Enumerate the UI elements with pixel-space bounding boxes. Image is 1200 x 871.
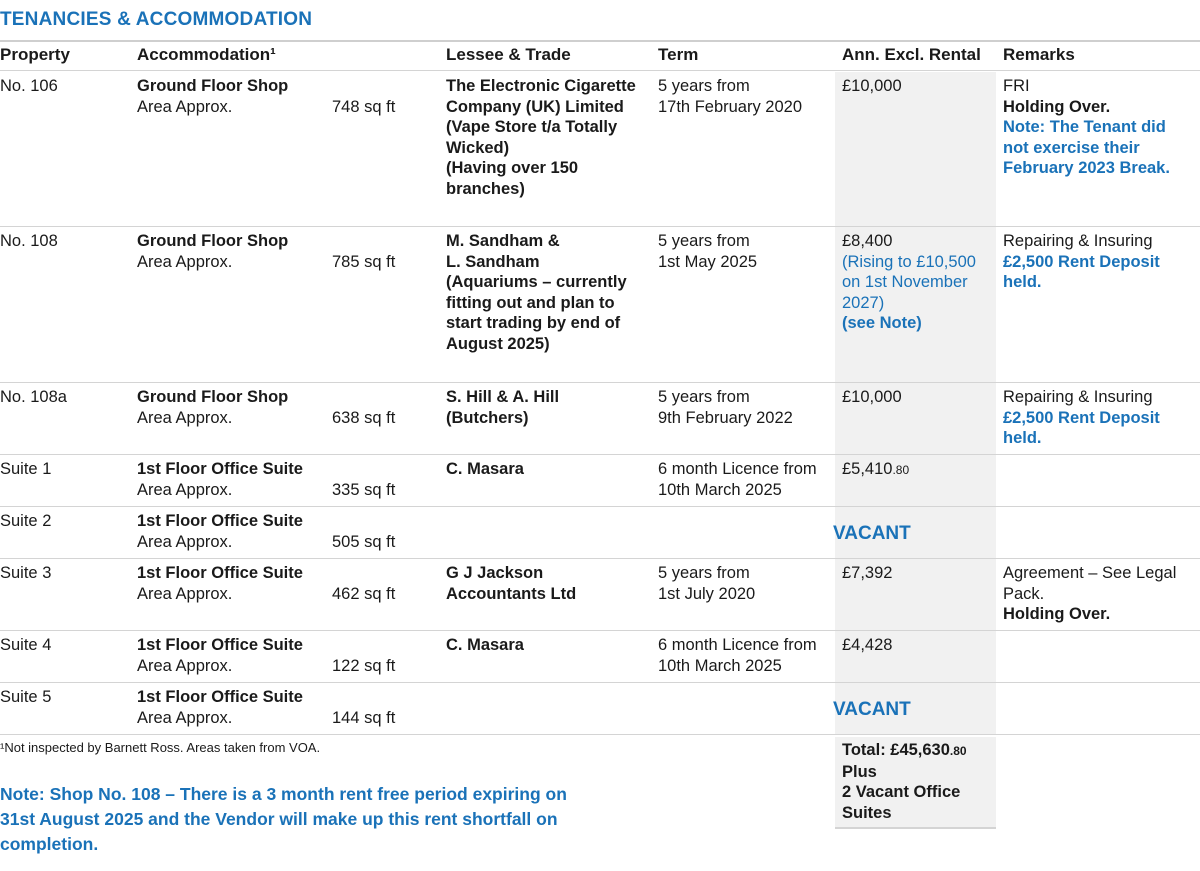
- property-cell: No. 108: [0, 232, 58, 250]
- rent-cell: £10,000: [842, 388, 902, 406]
- row-rule: [0, 734, 1200, 735]
- remarks-cell: Repairing & Insuring £2,500 Rent Deposit held.: [1003, 232, 1160, 292]
- property-cell: No. 108a: [0, 388, 67, 406]
- property-cell: Suite 5: [0, 688, 52, 706]
- remarks-cell: Repairing & Insuring £2,500 Rent Deposit held.: [1003, 388, 1160, 448]
- area-cell: 638 sq ft: [332, 408, 396, 427]
- header-remarks: Remarks: [1003, 45, 1075, 64]
- row-rule: [0, 558, 1200, 559]
- header-rental: Ann. Excl. Rental: [842, 45, 981, 64]
- lessee-cell: G J Jackson Accountants Ltd: [446, 564, 577, 603]
- property-cell: Suite 4: [0, 636, 52, 654]
- row-rule: [0, 226, 1200, 227]
- row-rule: [0, 682, 1200, 683]
- term-cell: 5 years from 1st July 2020: [658, 564, 756, 603]
- accommodation-cell: 1st Floor Office Suite Area Approx.: [137, 564, 303, 603]
- page-title: TENANCIES & ACCOMMODATION: [0, 9, 313, 30]
- header-property: Property: [0, 45, 70, 64]
- lessee-cell: M. Sandham & L. Sandham (Aquariums – currently fitting out and plan to start trading by end of August 2025): [446, 232, 627, 353]
- accommodation-cell: Ground Floor Shop Area Approx.: [137, 77, 289, 116]
- property-cell: Suite 1: [0, 460, 52, 478]
- remarks-cell: FRI Holding Over. Note: The Tenant did not exercise their February 2023 Break.: [1003, 77, 1170, 178]
- header-rule: [0, 70, 1200, 71]
- total-rule: [835, 827, 996, 829]
- remarks-cell: Agreement – See Legal Pack. Holding Over.: [1003, 564, 1177, 624]
- rent-free-note: Note: Shop No. 108 – There is a 3 month rent free period expiring on 31st August 2025 and the Vendor will make up this rent shortfall on completion.: [0, 784, 567, 854]
- row-rule: [0, 630, 1200, 631]
- rent-cell: £5,410.80: [842, 460, 910, 478]
- rent-cell: £4,428: [842, 636, 893, 654]
- term-cell: 6 month Licence from 10th March 2025: [658, 460, 817, 499]
- row-rule: [0, 454, 1200, 455]
- area-cell: 462 sq ft: [332, 584, 396, 603]
- rent-cell: £7,392: [842, 564, 893, 582]
- property-cell: No. 106: [0, 77, 58, 95]
- accommodation-cell: Ground Floor Shop Area Approx.: [137, 388, 289, 427]
- term-cell: 5 years from 1st May 2025: [658, 232, 758, 271]
- area-cell: 505 sq ft: [332, 532, 396, 551]
- accommodation-cell: 1st Floor Office Suite Area Approx.: [137, 688, 303, 727]
- property-cell: Suite 3: [0, 564, 52, 582]
- row-rule: [0, 506, 1200, 507]
- rent-cell: £10,000: [842, 77, 902, 95]
- lessee-cell: C. Masara: [446, 460, 524, 478]
- area-cell: 122 sq ft: [332, 656, 396, 675]
- header-term: Term: [658, 45, 699, 64]
- accommodation-cell: 1st Floor Office Suite Area Approx.: [137, 636, 303, 675]
- lessee-cell: S. Hill & A. Hill (Butchers): [446, 388, 560, 427]
- total-rental: Total: £45,630.80 Plus 2 Vacant Office Suites: [842, 741, 967, 822]
- vacant-label: VACANT: [833, 699, 911, 720]
- footnote: ¹Not inspected by Barnett Ross. Areas taken from VOA.: [0, 740, 321, 755]
- header-accommodation: Accommodation¹: [137, 45, 276, 64]
- rent-cell: £8,400 (Rising to £10,500 on 1st November 2027) (see Note): [842, 232, 976, 333]
- vacant-label: VACANT: [833, 523, 911, 544]
- area-cell: 144 sq ft: [332, 708, 396, 727]
- term-cell: 6 month Licence from 10th March 2025: [658, 636, 817, 675]
- area-cell: 785 sq ft: [332, 252, 396, 271]
- area-cell: 335 sq ft: [332, 480, 396, 499]
- term-cell: 5 years from 17th February 2020: [658, 77, 803, 116]
- header-lessee: Lessee & Trade: [446, 45, 571, 64]
- lessee-cell: The Electronic Cigarette Company (UK) Limited (Vape Store t/a Totally Wicked) (Having over 150 branches): [446, 77, 636, 198]
- row-rule: [0, 382, 1200, 383]
- accommodation-cell: 1st Floor Office Suite Area Approx.: [137, 512, 303, 551]
- accommodation-cell: 1st Floor Office Suite Area Approx.: [137, 460, 303, 499]
- property-cell: Suite 2: [0, 512, 52, 530]
- lessee-cell: C. Masara: [446, 636, 524, 654]
- top-rule: [0, 40, 1200, 42]
- term-cell: 5 years from 9th February 2022: [658, 388, 793, 427]
- area-cell: 748 sq ft: [332, 97, 396, 116]
- accommodation-cell: Ground Floor Shop Area Approx.: [137, 232, 289, 271]
